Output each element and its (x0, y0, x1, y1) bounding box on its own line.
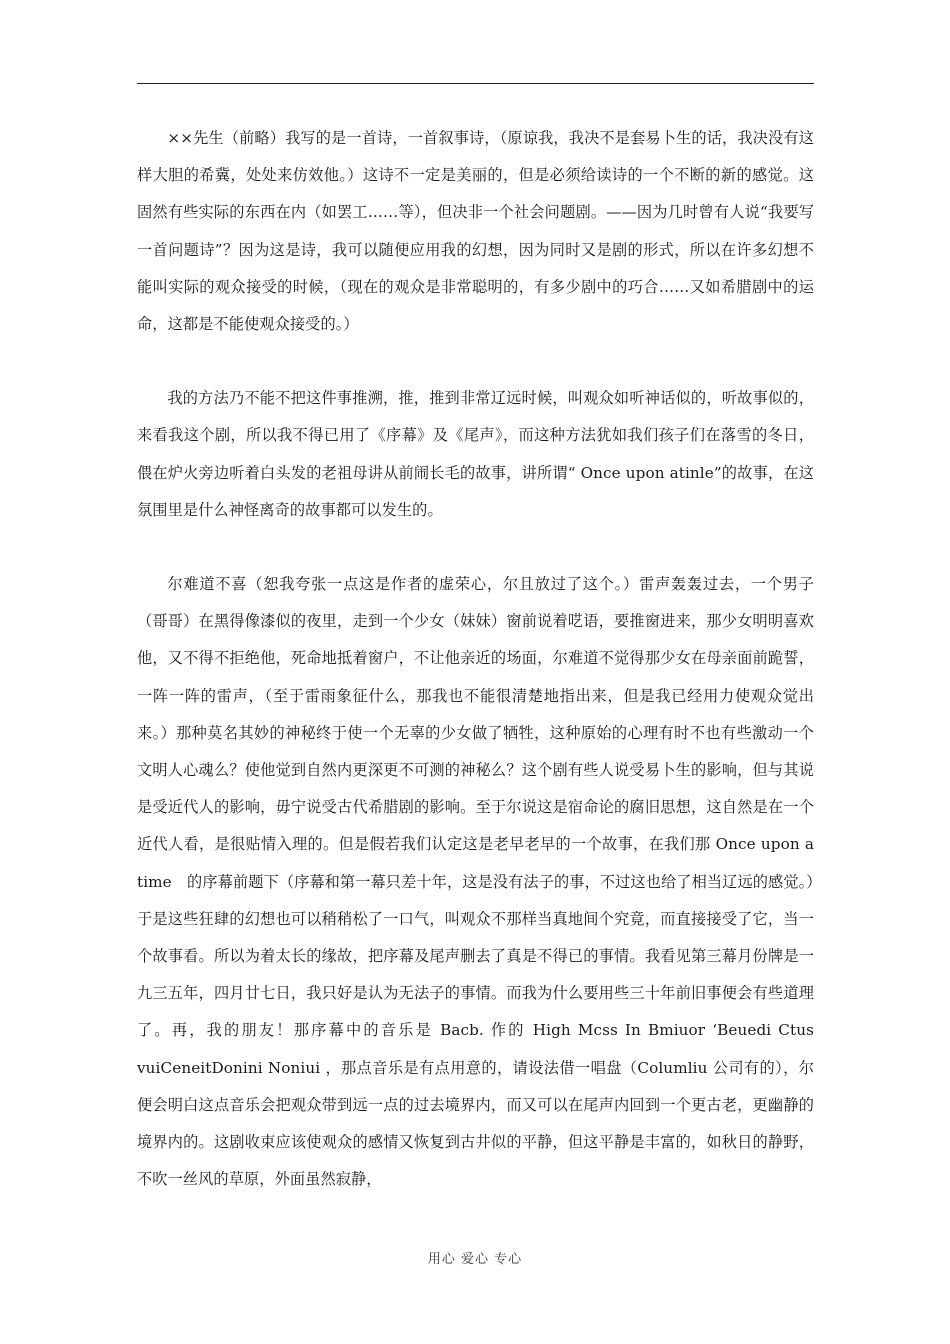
page-footer: 用心 爱心 专心 (427, 1252, 523, 1267)
paragraph-1: ××先生（前略）我写的是一首诗，一首叙事诗，（原谅我，我决不是套易卜生的话，我决没有这样大胆的希冀，处处来仿效他。）这诗不一定是美丽的，但是必须给读诗的一个不断的新的感觉。这固然有些实际的东西在内（如罢工……等），但决非一个社会问题剧。——因为几时曾有人说“我要写一首问题诗”？因为这是诗，我可以随便应用我的幻想，因为同时又是剧的形式，所以在许多幻想不能叫实际的观众接受的时候，（现在的观众是非常聪明的，有多少剧中的巧合……又如希腊剧中的运命，这都是不能使观众接受的。） (137, 129, 814, 334)
document-body (137, 120, 814, 1198)
header-rule (137, 83, 814, 84)
paragraph-2: 我的方法乃不能不把这件事推溯，推，推到非常辽远时候，叫观众如听神话似的，听故事似的，来看我这个剧，所以我不得已用了《序幕》及《尾声》，而这种方法犹如我们孩子们在落雪的冬日，偎在炉火旁边听着白头发的老祖母讲从前闹长毛的故事，讲所谓“ Once upon atinle”的故事，在这氛围里是什么神怪离奇的故事都可以发生的。 (137, 389, 814, 519)
paragraph-3: 尔难道不喜（恕我夸张一点这是作者的虚荣心，尔且放过了这个。）雷声轰轰过去，一个男子（哥哥）在黑得像漆似的夜里，走到一个少女（妹妹）窗前说着呓语，要推窗进来，那少女明明喜欢他，又不得不拒绝他，死命地抵着窗户，不让他亲近的场面，尔难道不觉得那少女在母亲面前跪誓，一阵一阵的雷声，（至于雷雨象征什么，那我也不能很清楚地指出来，但是我已经用力使观众觉出来。）那种莫名其妙的神秘终于使一个无辜的少女做了牺牲，这种原始的心理有时不也有些激动一个文明人心魂么？使他觉到自然内更深更不可测的神秘么？这个剧有些人说受易卜生的影响，但与其说是受近代人的影响，毋宁说受古代希腊剧的影响。至于尔说这是宿命论的腐旧思想，这自然是在一个近代人看，是很贴情入理的。但是假若我们认定这是老早老早的一个故事，在我们那 Once upon a time 的序幕前题下（序幕和第一幕只差十年，这是没有法子的事，不过这也给了相当辽远的感觉。）于是这些狂肆的幻想也可以稍稍松了一口气，叫观众不那样当真地间个究竟，而直接接受了它，当一个故事看。所以为着太长的缘故，把序幕及尾声删去了真是不得已的事情。我看见第三幕月份牌是一九三五年，四月廿七日，我只好是认为无法子的事情。而我为什么要用些三十年前旧事便会有些道理了。再，我的朋友！那序幕中的音乐是 Bacb. 作的 High Mcss In Bmiuor ‘Beuedi Ctus vuiCeneitDonini Noniui ，那点音乐是有点用意的，请设法借一唱盘（Columliu 公司有的），尔便会明白这点音乐会把观众带到远一点的过去境界内，而又可以在尾声内回到一个更古老，更幽静的境界内的。这剧收束应该使观众的感情又恢复到古井似的平静，但这平静是丰富的，如秋日的静野，不吹一丝风的草原，外面虽然寂静， (137, 575, 814, 1189)
